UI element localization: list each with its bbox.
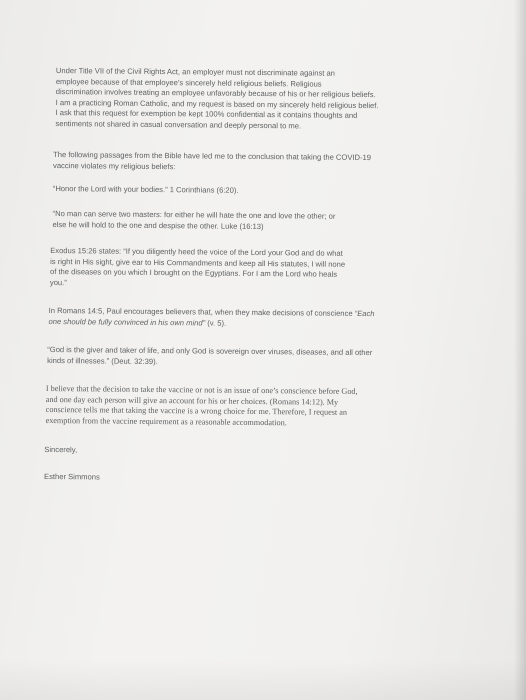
- romans-paragraph: [48, 306, 374, 330]
- exodus-quote: Exodus 15:26 states: “If you diligently heed the voice of the Lord your God and do what is right in His sight, give ear to His Commandments and keep all His statutes, I will none of the diseases on you which I brought on the Egyptians. For I am the Lord who heals you.”: [49, 245, 346, 287]
- letter-body: [44, 66, 470, 482]
- closing-salutation: Sincerely,: [44, 444, 78, 455]
- signature-name: Esther Simmons: [44, 471, 100, 482]
- bible-lead-in-paragraph: The following passages from the Bible have led me to the conclusion that taking the COVID-19 vaccine violates my religious beliefs:: [53, 150, 372, 171]
- belief-paragraph: I believe that the decision to take the vaccine or not is an issue of one’s conscience before God, and one day each person will give an account for his or her choices. (Romans 14:12). My conscience tells me that taking the vaccine is a wrong choice for me. Therefore, I request an exemption from the vaccine requirement as a reasonable accommodation.: [45, 383, 358, 428]
- corinthians-quote: “Honor the Lord with your bodies.” 1 Corinthians (6:20).: [52, 184, 239, 195]
- luke-quote: “No man can serve two masters: for either he will hate the one and love the other; or else he will hold to the one and despise the other. Luke (16:13): [52, 209, 336, 231]
- page-bottom-shadow: [0, 660, 526, 700]
- romans-intro-text: In Romans 14:5, Paul encourages believers that, when they make decisions of conscience: [48, 305, 355, 318]
- deuteronomy-quote: “God is the giver and taker of life, and only God is sovereign over viruses, diseases, and all other kinds of illnesses.” (Deut. 32:39).: [47, 344, 373, 366]
- romans-quote-text: “Each one should be fully convinced in his own mind”: [48, 308, 375, 328]
- page-edge-shadow: [514, 0, 526, 700]
- romans-reference-text: (v. 5).: [205, 318, 227, 328]
- intro-paragraph: Under Title VII of the Civil Rights Act, an employer must not discriminate against an employee because of that employee’s sincerely held religious beliefs. Religious discrimination involves treating an employee unfavorably because of his or her religious beliefs. I am a practicing Roman Catholic, and my request is based on my sincerely held religious belief. I ask that this request for exemption be kept 100% confidential as it contains thoughts and sentiments not shared in casual conversation and deeply personal to me.: [55, 66, 379, 131]
